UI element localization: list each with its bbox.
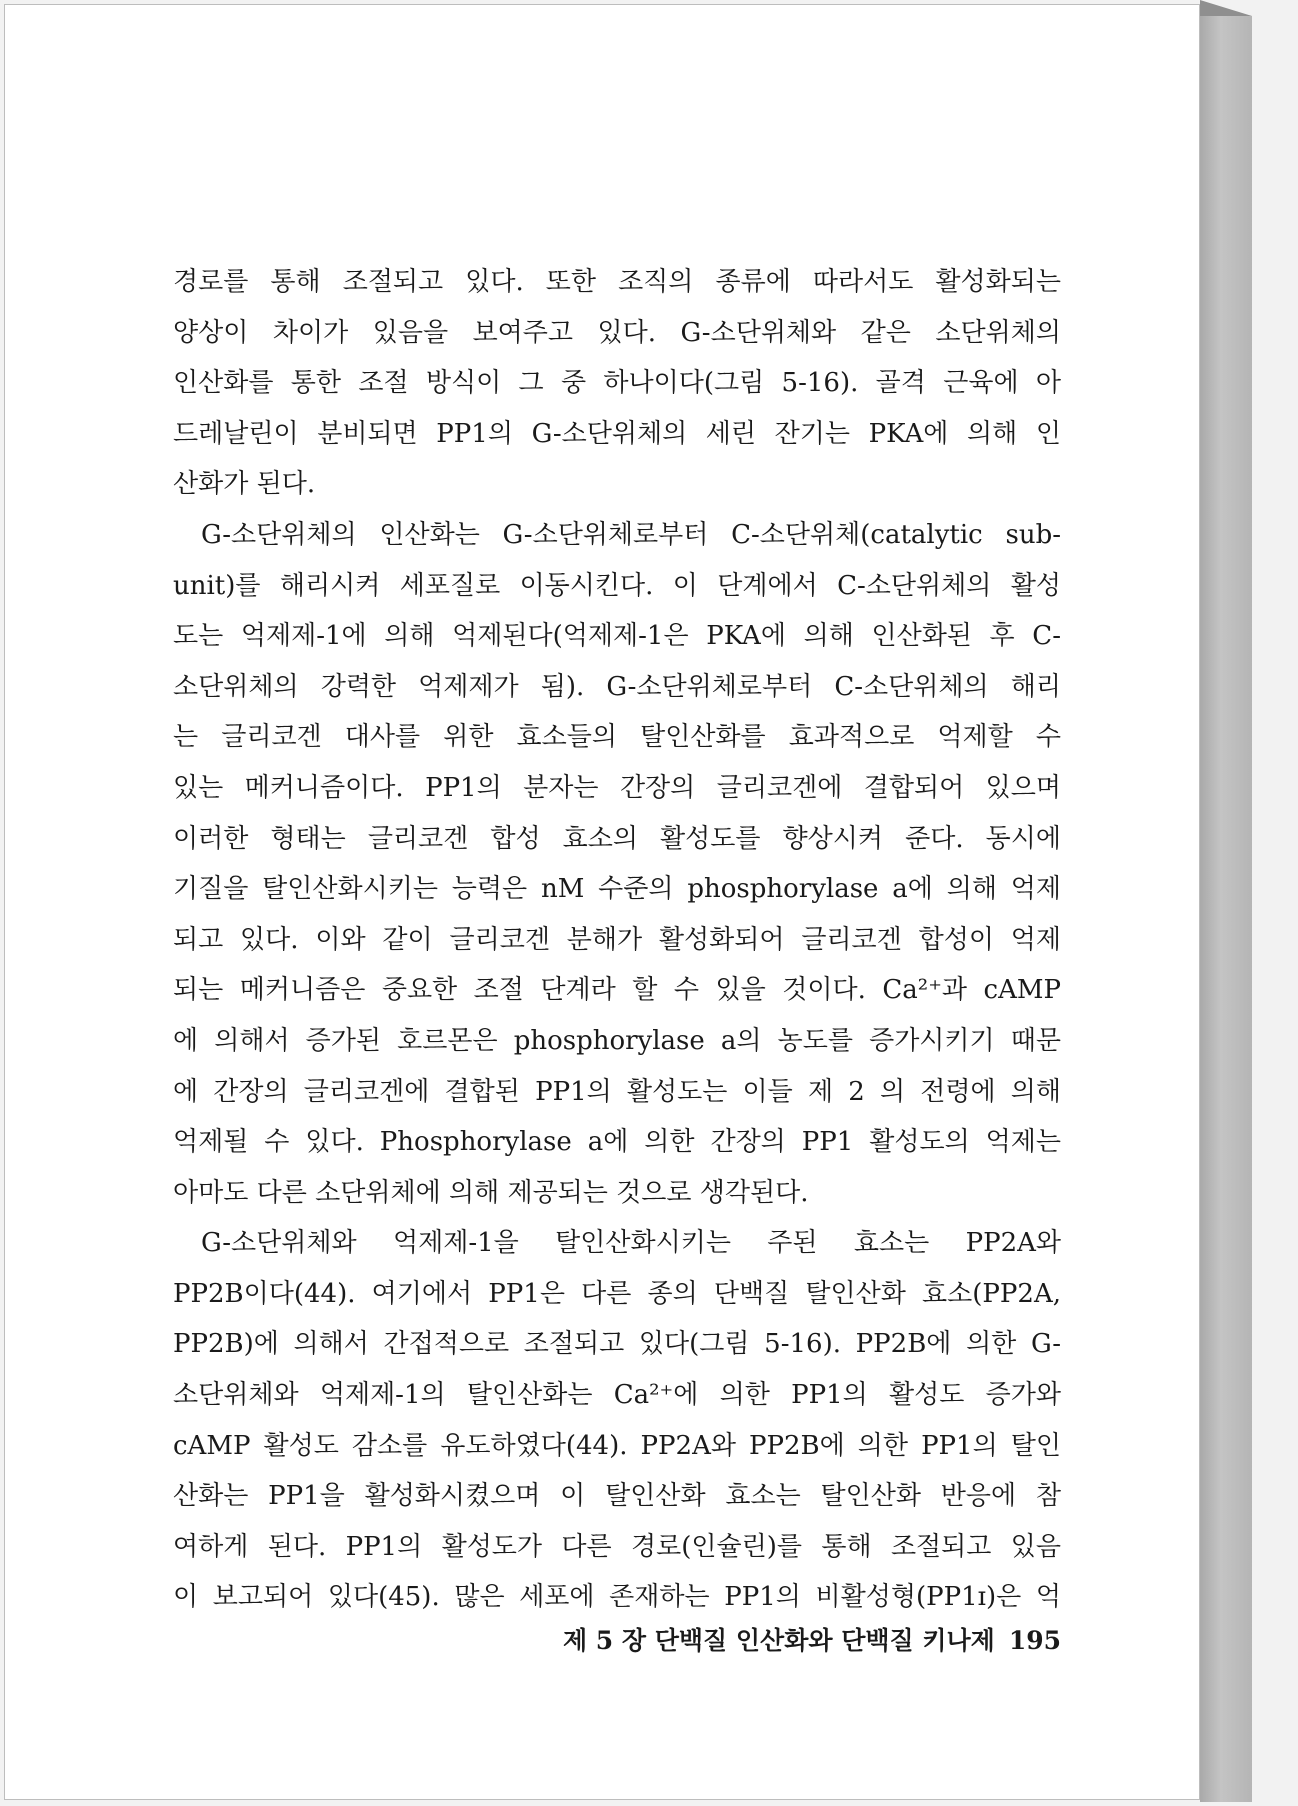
text-line: 있는 메커니즘이다. PP1의 분자는 간장의 글리코겐에 결합되어 있으며 <box>173 772 1061 803</box>
text-line: PP2B이다(44). 여기에서 PP1은 다른 종의 단백질 탈인산화 효소(PP2A, <box>173 1278 1061 1309</box>
text-line: PP2B)에 의해서 간접적으로 조절되고 있다(그림 5-16). PP2B에 의한 G- <box>173 1329 1061 1360</box>
chapter-title: 제 5 장 단백질 인산화와 단백질 키나제 <box>562 1626 995 1655</box>
text-line: G-소단위체의 인산화는 G-소단위체로부터 C-소단위체(catalytic sub- <box>201 519 1061 550</box>
text-line: 산화가 된다. <box>173 469 316 500</box>
text-line: 산화는 PP1을 활성화시켰으며 이 탈인산화 효소는 탈인산화 반응에 참 <box>173 1481 1061 1512</box>
text-line: 는 글리코겐 대사를 위한 효소들의 탈인산화를 효과적으로 억제할 수 <box>173 722 1061 753</box>
text-line: G-소단위체와 억제제-1을 탈인산화시키는 주된 효소는 PP2A와 <box>201 1228 1061 1259</box>
page-number: 195 <box>1008 1626 1061 1655</box>
text-line: 인산화를 통한 조절 방식이 그 중 하나이다(그림 5-16). 골격 근육에 아 <box>173 368 1061 399</box>
book-page <box>4 4 1200 1800</box>
text-line: 소단위체의 강력한 억제제가 됨). G-소단위체로부터 C-소단위체의 해리 <box>173 671 1061 702</box>
text-line: 여하게 된다. PP1의 활성도가 다른 경로(인슐린)를 통해 조절되고 있음 <box>173 1531 1061 1562</box>
text-line: 기질을 탈인산화시키는 능력은 nM 수준의 phosphorylase a에 의해 억제 <box>173 874 1061 905</box>
text-line: 에 간장의 글리코겐에 결합된 PP1의 활성도는 이들 제 2 의 전령에 의해 <box>173 1076 1061 1107</box>
text-line: 이러한 형태는 글리코겐 합성 효소의 활성도를 향상시켜 준다. 동시에 <box>173 823 1061 854</box>
body-text <box>173 257 1061 1623</box>
text-line: 도는 억제제-1에 의해 억제된다(억제제-1은 PKA에 의해 인산화된 후 C- <box>173 621 1061 652</box>
text-line: 경로를 통해 조절되고 있다. 또한 조직의 종류에 따라서도 활성화되는 <box>173 267 1061 297</box>
text-line: 양상이 차이가 있음을 보여주고 있다. G-소단위체와 같은 소단위체의 <box>173 317 1061 348</box>
text-line: 억제될 수 있다. Phosphorylase a에 의한 간장의 PP1 활성도의 억제는 <box>173 1127 1061 1158</box>
text-line: 드레날린이 분비되면 PP1의 G-소단위체의 세린 잔기는 PKA에 의해 인 <box>173 418 1061 449</box>
text-line: 소단위체와 억제제-1의 탈인산화는 Ca²⁺에 의한 PP1의 활성도 증가와 <box>173 1380 1061 1411</box>
text-line: unit)를 해리시켜 세포질로 이동시킨다. 이 단계에서 C-소단위체의 활성 <box>173 570 1061 601</box>
text-line: 되는 메커니즘은 중요한 조절 단계라 할 수 있을 것이다. Ca²⁺과 cAMP <box>173 975 1061 1006</box>
text-line: 이 보고되어 있다(45). 많은 세포에 존재하는 PP1의 비활성형(PP1ɪ)은 억 <box>173 1582 1061 1613</box>
text-line: 아마도 다른 소단위체에 의해 제공되는 것으로 생각된다. <box>173 1177 809 1208</box>
text-line: 되고 있다. 이와 같이 글리코겐 분해가 활성화되어 글리코겐 합성이 억제 <box>173 924 1061 955</box>
page-footer <box>173 1621 1061 1657</box>
text-line: 에 의해서 증가된 호르몬은 phosphorylase a의 농도를 증가시키기 때문 <box>173 1025 1061 1056</box>
book-spine <box>1200 16 1252 1802</box>
text-line: cAMP 활성도 감소를 유도하였다(44). PP2A와 PP2B에 의한 PP1의 탈인 <box>173 1430 1061 1461</box>
book-spine-top <box>1200 0 1252 16</box>
